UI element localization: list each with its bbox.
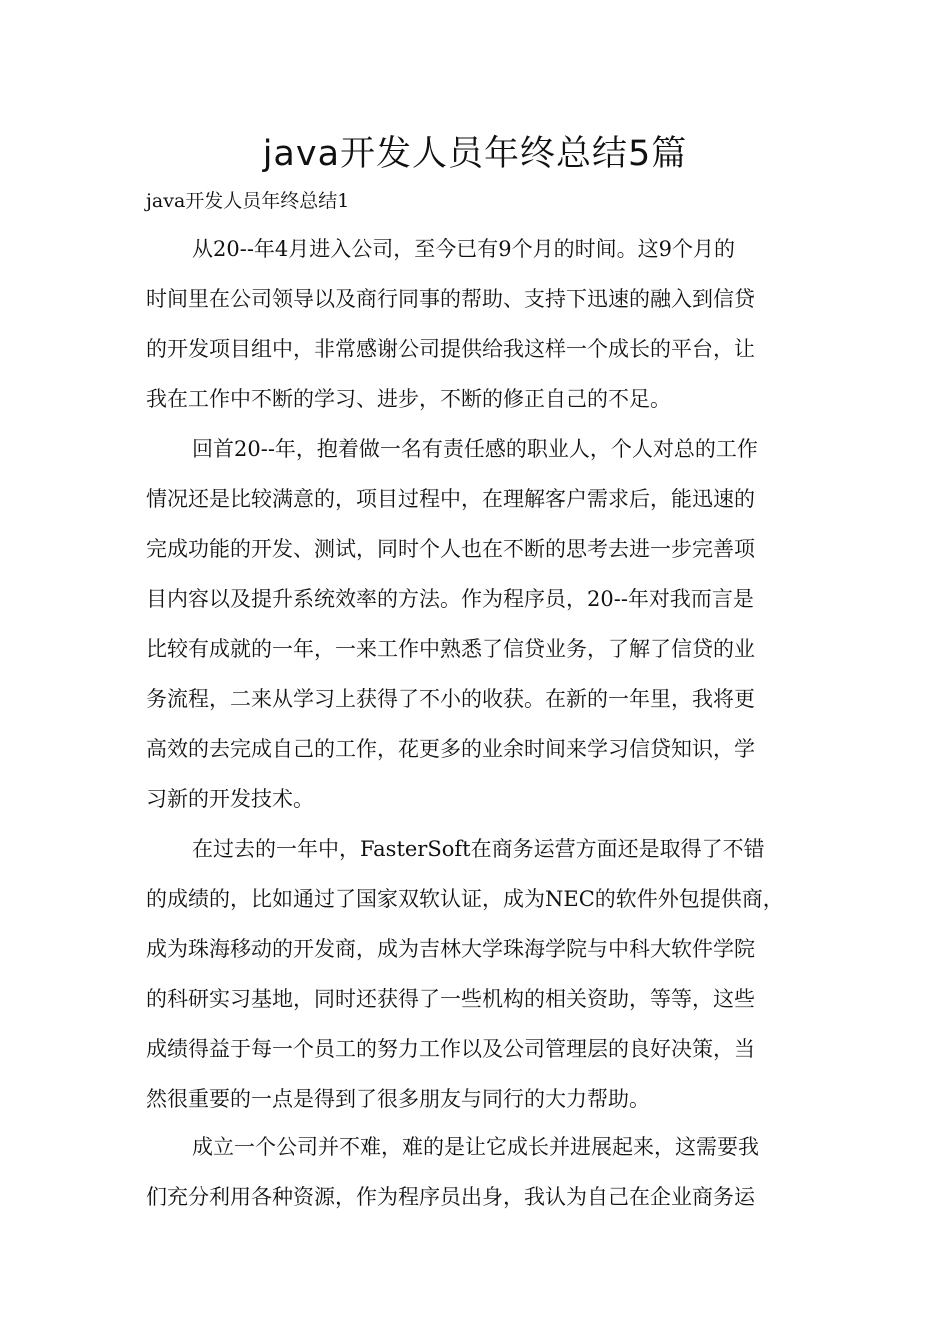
paragraph-line: 高效的去完成自己的工作，花更多的业余时间来学习信贷知识，学 [146,737,755,761]
paragraph-1 [146,224,806,424]
paragraph-line: 回首20--年，抱着做一名有责任感的职业人，个人对总的工作 [192,437,758,461]
paragraph-line: 务流程，二来从学习上获得了不小的收获。在新的一年里，我将更 [146,687,755,711]
paragraph-line: 们充分利用各种资源，作为程序员出身，我认为自己在企业商务运 [146,1185,755,1209]
paragraph-4 [146,1122,806,1222]
paragraph-line: 完成功能的开发、测试，同时个人也在不断的思考去进一步完善项 [146,537,755,561]
paragraph-3 [146,824,806,1124]
paragraph-line: 的成绩的，比如通过了国家双软认证，成为NEC的软件外包提供商， [146,887,784,911]
paragraph-line: 时间里在公司领导以及商行同事的帮助、支持下迅速的融入到信贷 [146,287,755,311]
paragraph-line: 情况还是比较满意的，项目过程中，在理解客户需求后，能迅速的 [146,487,755,511]
paragraph-line: 我在工作中不断的学习、进步，不断的修正自己的不足。 [146,387,671,411]
paragraph-line: 从20--年4月进入公司，至今已有9个月的时间。这9个月的 [192,237,735,261]
paragraph-line: 在过去的一年中，FasterSoft在商务运营方面还是取得了不错 [192,837,765,861]
paragraph-line: 成为珠海移动的开发商，成为吉林大学珠海学院与中科大软件学院 [146,937,755,961]
document-title: java开发人员年终总结5篇 [262,134,688,174]
paragraph-line: 成立一个公司并不难，难的是让它成长并进展起来，这需要我 [192,1135,759,1159]
paragraph-line: 目内容以及提升系统效率的方法。作为程序员，20--年对我而言是 [146,587,754,611]
paragraph-line: 的开发项目组中，非常感谢公司提供给我这样一个成长的平台，让 [146,337,755,361]
paragraph-line: 然很重要的一点是得到了很多朋友与同行的大力帮助。 [146,1087,650,1111]
paragraph-line: 成绩得益于每一个员工的努力工作以及公司管理层的良好决策，当 [146,1037,755,1061]
paragraph-2 [146,424,806,824]
paragraph-line: 习新的开发技术。 [146,787,314,811]
paragraph-line: 比较有成就的一年，一来工作中熟悉了信贷业务，了解了信贷的业 [146,637,755,661]
section-heading: java开发人员年终总结1 [146,190,350,212]
paragraph-line: 的科研实习基地，同时还获得了一些机构的相关资助，等等，这些 [146,987,755,1011]
